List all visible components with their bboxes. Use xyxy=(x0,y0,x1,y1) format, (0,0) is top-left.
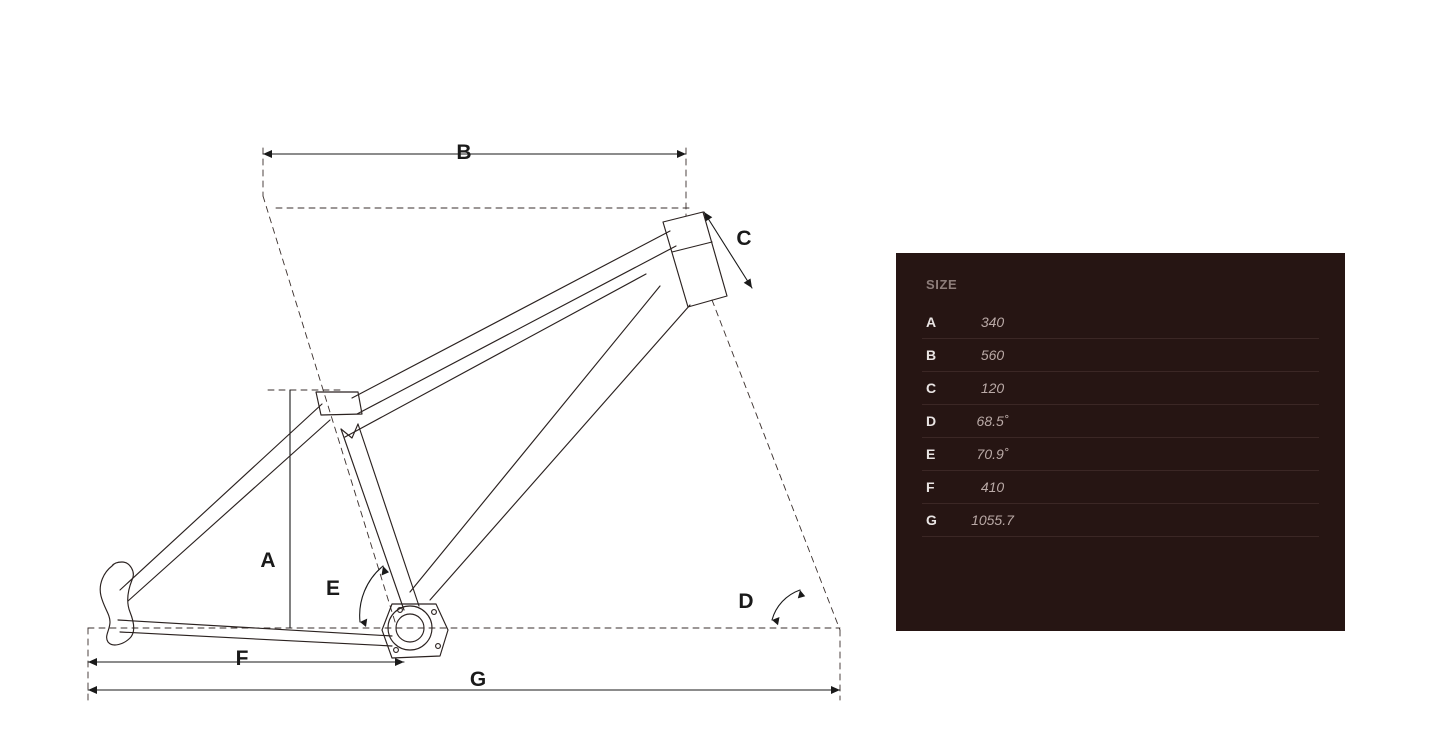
angle-E xyxy=(360,566,389,627)
callout-label-A: A xyxy=(260,549,276,572)
row-value: 120 xyxy=(980,380,1005,396)
size-table xyxy=(896,253,1345,631)
row-value: 560 xyxy=(980,347,1005,363)
size-table-title: SIZE xyxy=(926,277,958,292)
frame-outline xyxy=(100,212,727,658)
row-letter: F xyxy=(926,479,935,495)
row-letter: D xyxy=(926,413,937,429)
callout-label-D: D xyxy=(738,590,754,613)
table-row xyxy=(922,438,1319,471)
row-letter: G xyxy=(926,512,937,528)
table-row xyxy=(922,471,1319,504)
table-row xyxy=(922,306,1319,339)
row-letter: A xyxy=(926,314,937,330)
row-value: 70.9˚ xyxy=(976,446,1009,462)
row-letter: B xyxy=(926,347,937,363)
row-letter: C xyxy=(926,380,937,396)
row-value: 410 xyxy=(980,479,1005,495)
callout-label-C: C xyxy=(736,227,752,250)
row-value: 68.5˚ xyxy=(976,413,1009,429)
row-value: 1055.7 xyxy=(971,512,1014,528)
dimension-G xyxy=(88,686,840,694)
row-letter: E xyxy=(926,446,936,462)
table-row xyxy=(922,504,1319,537)
callout-label-E: E xyxy=(325,577,341,600)
row-value: 340 xyxy=(980,314,1005,330)
dimension-C xyxy=(704,212,752,288)
construction-lines xyxy=(88,148,840,700)
table-row xyxy=(922,372,1319,405)
callout-label-F: F xyxy=(235,647,249,670)
table-row xyxy=(922,339,1319,372)
angle-D xyxy=(772,590,805,625)
callout-label-B: B xyxy=(456,141,472,164)
callout-label-G: G xyxy=(469,668,487,691)
dimension-B xyxy=(263,150,686,158)
table-row xyxy=(922,405,1319,438)
